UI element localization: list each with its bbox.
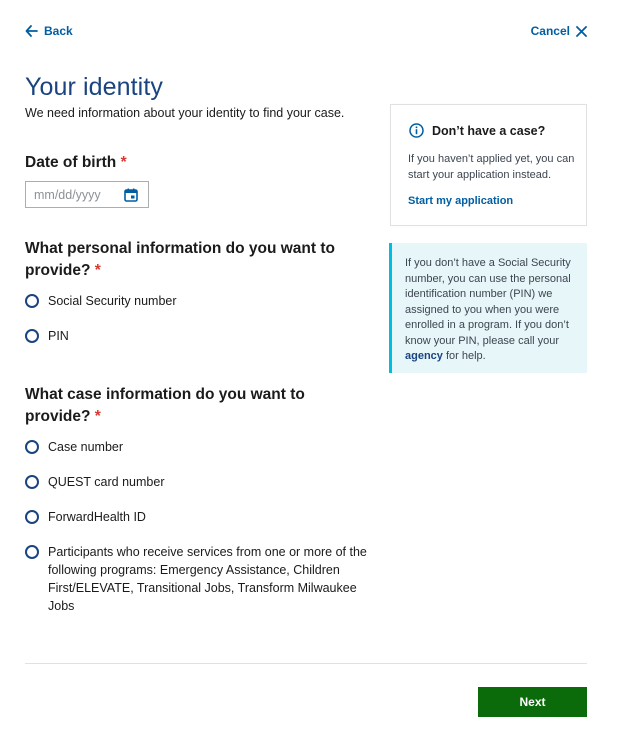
radio-case-number[interactable] <box>25 438 378 456</box>
next-button[interactable]: Next <box>478 687 587 717</box>
agency-link[interactable]: agency <box>405 350 443 362</box>
radio-circle[interactable] <box>25 294 39 308</box>
dob-label-text: Date of birth <box>25 154 117 171</box>
back-link[interactable] <box>25 24 73 38</box>
radio-quest-card[interactable] <box>25 473 378 491</box>
calendar-icon[interactable] <box>120 184 142 206</box>
radio-label: QUEST card number <box>48 475 165 489</box>
dob-label <box>25 152 127 174</box>
radio-pin[interactable] <box>25 327 378 345</box>
pin-info-alert <box>389 243 587 373</box>
card-title: Don’t have a case? <box>432 123 546 138</box>
radio-circle[interactable] <box>25 440 39 454</box>
start-application-link[interactable]: Start my application <box>408 195 514 207</box>
radio-label: Participants who receive services from one or more of the following programs: Emergency Assistance, Children First/ELEVATE, Transitional Jobs, Transform Milwaukee Jobs <box>48 545 367 613</box>
personal-info-question <box>25 238 355 282</box>
required-mark: * <box>120 154 127 171</box>
case-info-question <box>25 384 325 428</box>
card-header <box>409 123 545 138</box>
radio-circle[interactable] <box>25 510 39 524</box>
radio-label: ForwardHealth ID <box>48 510 146 524</box>
arrow-left-icon <box>25 25 38 37</box>
footer-divider <box>25 663 587 664</box>
pin-info-text-before: If you don’t have a Social Security number, you can use the personal identification number (PIN) we assigned to you when you were enrolled in a program. If you don’t know your PIN, please call your <box>405 257 571 347</box>
top-navigation <box>25 24 587 42</box>
radio-circle[interactable] <box>25 329 39 343</box>
back-label: Back <box>44 24 73 38</box>
no-case-card <box>390 104 587 226</box>
cancel-label: Cancel <box>530 24 570 38</box>
date-placeholder: mm/dd/yyyy <box>34 187 101 202</box>
required-mark: * <box>94 408 101 425</box>
personal-info-question-text: What personal information do you want to provide? <box>25 240 335 279</box>
case-info-question-text: What case information do you want to provide? <box>25 386 305 425</box>
radio-label: PIN <box>48 329 69 343</box>
page-intro: We need information about your identity to find your case. <box>25 106 345 120</box>
pin-info-text <box>405 256 580 365</box>
page-title: Your identity <box>25 73 163 101</box>
cancel-link[interactable] <box>531 24 587 38</box>
pin-info-text-after: for help. <box>442 350 486 362</box>
date-of-birth-input[interactable] <box>25 181 149 208</box>
info-icon <box>409 123 424 138</box>
close-icon <box>576 26 587 37</box>
radio-forwardhealth-id[interactable] <box>25 508 378 526</box>
radio-label: Social Security number <box>48 294 177 308</box>
radio-circle[interactable] <box>25 475 39 489</box>
radio-program-participants[interactable] <box>25 543 378 615</box>
radio-ssn[interactable] <box>25 292 378 310</box>
required-mark: * <box>94 262 101 279</box>
card-body: If you haven’t applied yet, you can start your application instead. <box>408 153 575 181</box>
radio-label: Case number <box>48 440 124 454</box>
radio-circle[interactable] <box>25 545 39 559</box>
